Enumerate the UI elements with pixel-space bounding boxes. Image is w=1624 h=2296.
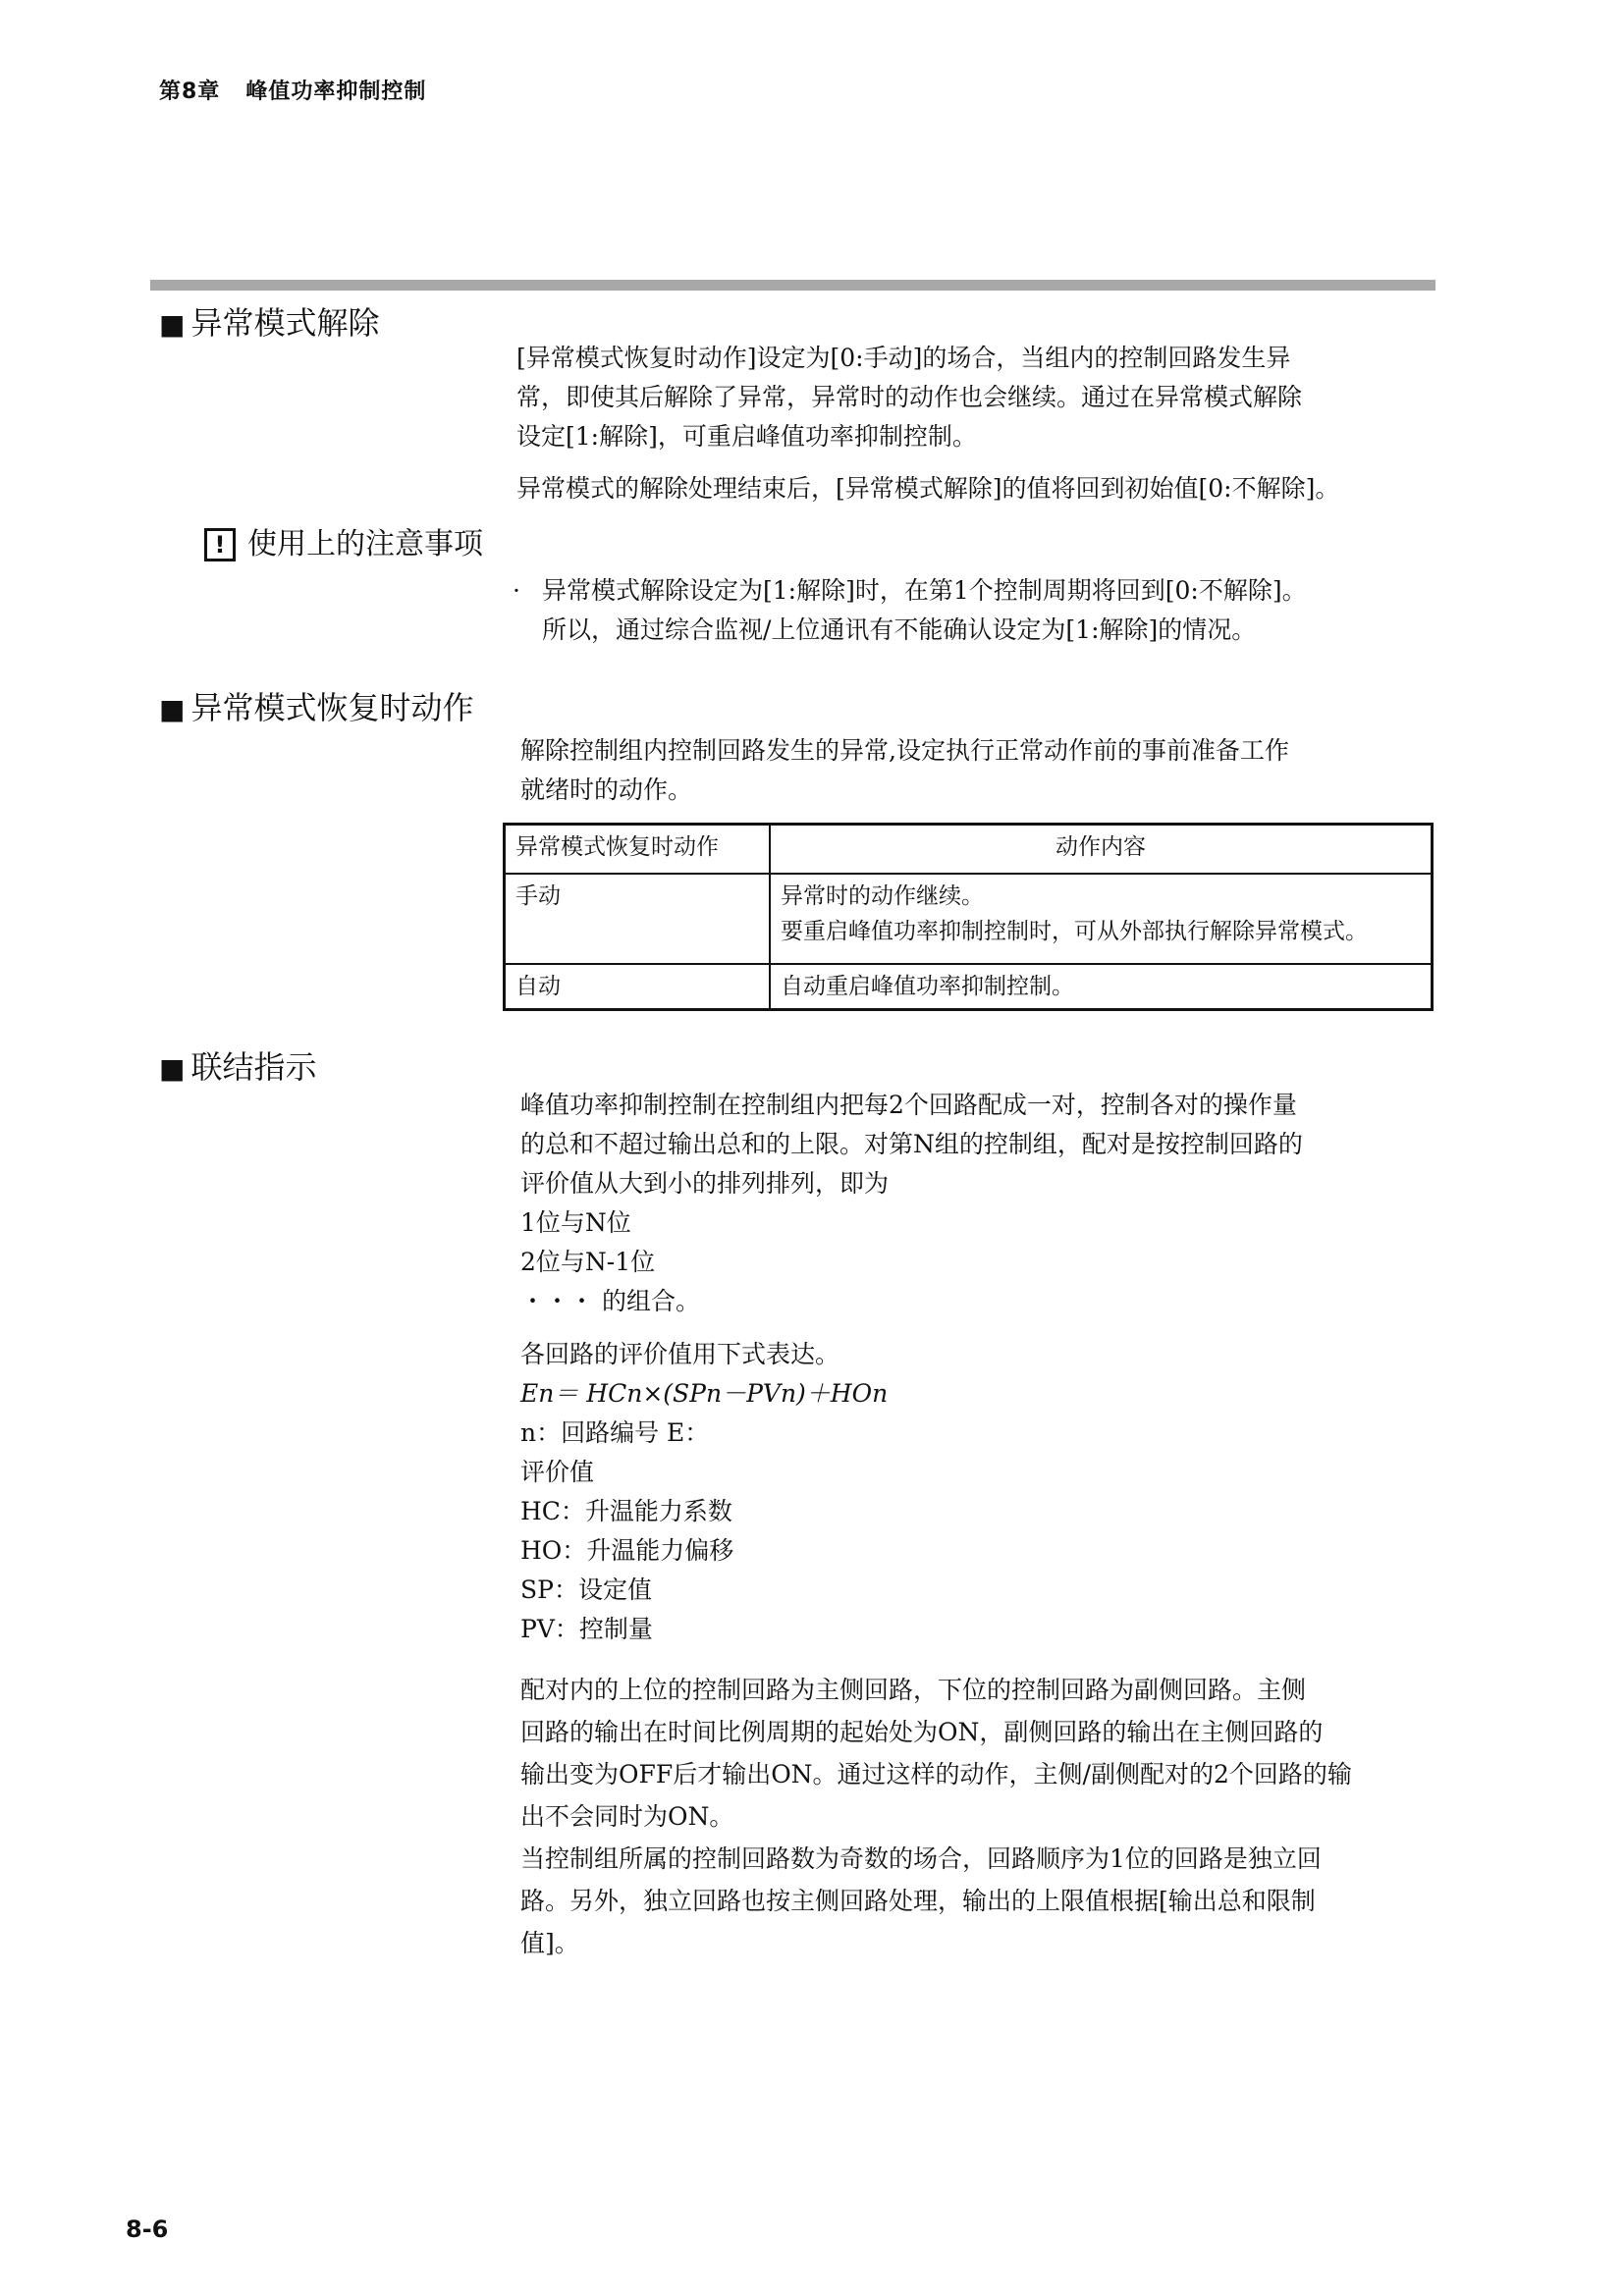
text-line: 要重启峰值功率抑制控制时，可从外部执行解除异常模式。 [781,918,1368,944]
caution-bullet [513,571,1307,650]
text-line: HC：升温能力系数 [520,1497,732,1525]
text-line: 评价值 [520,1458,595,1486]
text-line: 各回路的评价值用下式表达。 [520,1340,840,1368]
recovery-action-table [503,823,1434,1011]
section1-paragraph-2 [516,469,1339,508]
chapter-label: 第8章 [159,80,221,104]
text-line: 设定[1:解除]，可重启峰值功率抑制控制。 [516,422,977,451]
table-cell-content [770,874,1433,964]
text-line: 评价值从大到小的排列排列，即为 [520,1169,890,1198]
section-title: 联结指示 [190,1048,317,1086]
text-line: 回路的输出在时间比例周期的起始处为ON，副侧回路的输出在主侧回路的 [520,1718,1324,1746]
text-line: 解除控制组内控制回路发生的异常,设定执行正常动作前的事前准备工作 [520,736,1289,765]
section1-paragraph-1 [516,339,1302,456]
table-row [505,874,1433,964]
text-line: 异常模式解除设定为[1:解除]时，在第1个控制周期将回到[0:不解除]。 [542,576,1307,605]
chapter-title: 峰值功率抑制控制 [245,80,427,104]
chapter-header [159,75,426,105]
text-line: 当控制组所属的控制回路数为奇数的场合，回路顺序为1位的回路是独立回 [520,1844,1322,1873]
text-line: n：回路编号 E： [520,1418,710,1447]
text-line: HO：升温能力偏移 [520,1536,734,1565]
section3-paragraph-3 [520,1669,1352,1964]
square-bullet-icon: ■ [159,308,186,341]
table-cell-mode: 自动 [505,964,771,1010]
text-line: 配对内的上位的控制回路为主侧回路，下位的控制回路为副侧回路。主侧 [520,1676,1307,1704]
square-bullet-icon: ■ [159,1052,186,1085]
text-line: 2位与N-1位 [520,1248,656,1276]
section-heading-recovery-action [159,690,473,727]
section3-paragraph-1 [520,1086,1303,1321]
text-line: 常，即使其后解除了异常，异常时的动作也会继续。通过在异常模式解除 [516,383,1303,411]
table-cell-mode: 手动 [505,874,771,964]
text-line: 输出变为OFF后才输出ON。通过这样的动作，主侧/副侧配对的2个回路的输 [520,1760,1352,1789]
table-row [505,964,1433,1010]
square-bullet-icon: ■ [159,693,186,725]
formula-line: En＝ HCn×(SPn－PVn)＋HOn [520,1379,889,1408]
section-divider [150,280,1435,291]
table-header-cell: 动作内容 [770,825,1433,874]
text-line: 的总和不超过输出总和的上限。对第N组的控制组，配对是按控制回路的 [520,1130,1303,1158]
text-line: 路。另外，独立回路也按主侧回路处理，输出的上限值根据[输出总和限制 [520,1887,1316,1915]
text-line: 峰值功率抑制控制在控制组内把每2个回路配成一对，控制各对的操作量 [520,1091,1297,1119]
table-cell-content [770,964,1433,1010]
text-line: 自动重启峰值功率抑制控制。 [781,973,1074,999]
caution-heading [204,527,483,562]
section2-paragraph [520,731,1289,810]
text-line: 值]。 [520,1929,579,1957]
text-line: 出不会同时为ON。 [520,1802,734,1831]
text-line: 1位与N位 [520,1208,631,1237]
text-line: 就绪时的动作。 [520,775,693,804]
exclamation-box-icon: ! [204,528,236,561]
page-number: 8-6 [126,2216,169,2243]
text-line: 所以，通过综合监视/上位通讯有不能确认设定为[1:解除]的情况。 [542,615,1257,644]
section-title: 异常模式解除 [190,304,380,342]
text-line: ・・・ 的组合。 [520,1287,700,1315]
text-line: 异常模式的解除处理结束后，[异常模式解除]的值将回到初始值[0:不解除]。 [516,474,1340,503]
section-heading-error-mode-release [159,305,379,343]
table-header-row [505,825,1433,874]
text-line: 异常时的动作继续。 [781,882,984,909]
text-line: SP：设定值 [520,1575,652,1604]
section-heading-link-indication [159,1049,316,1087]
text-line: [异常模式恢复时动作]设定为[0:手动]的场合，当组内的控制回路发生异 [516,344,1291,372]
caution-title: 使用上的注意事项 [247,527,483,561]
section3-paragraph-2 [520,1335,888,1649]
section-title: 异常模式恢复时动作 [190,689,474,726]
bullet-dot-icon: · [513,576,520,605]
text-line: PV：控制量 [520,1615,653,1643]
table-header-cell: 异常模式恢复时动作 [505,825,771,874]
